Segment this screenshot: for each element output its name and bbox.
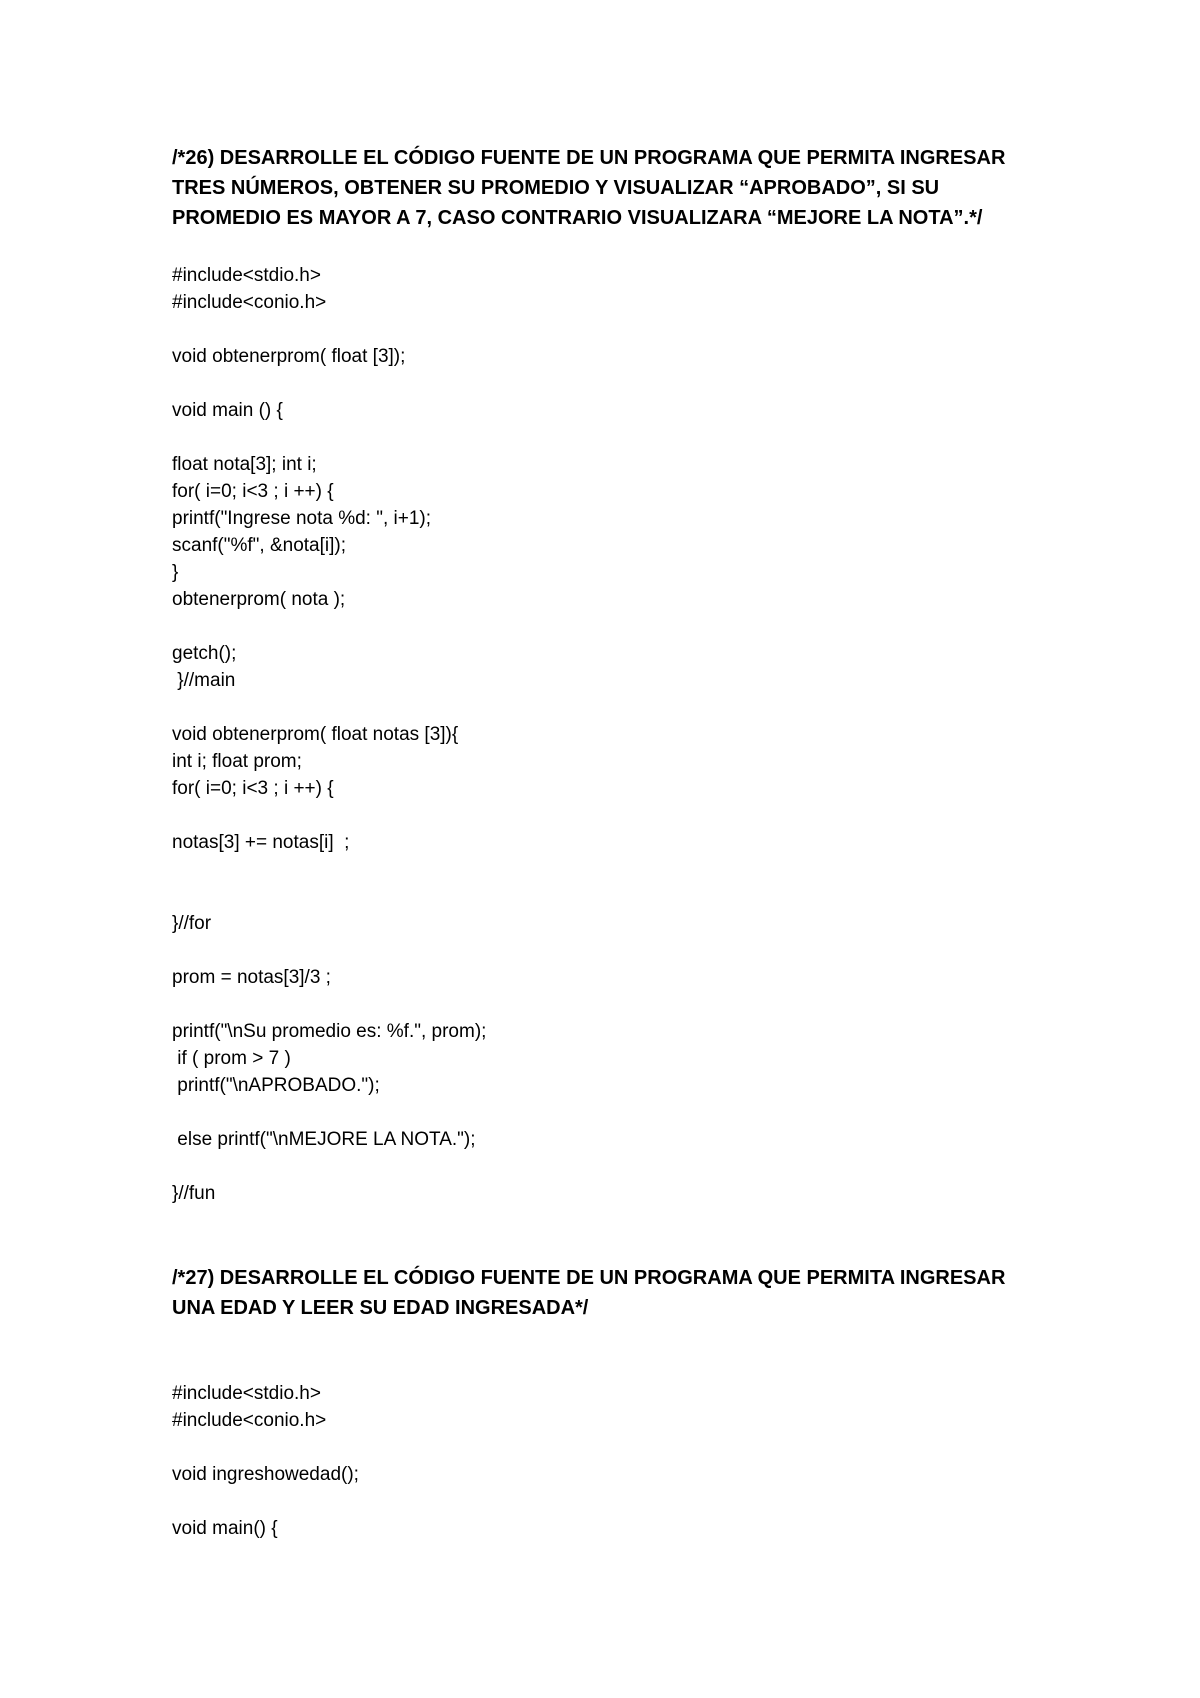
code-line: float nota[3]; int i; (172, 454, 317, 475)
code-line: scanf("%f", &nota[i]); (172, 535, 346, 556)
code-line: for( i=0; i<3 ; i ++) { (172, 481, 334, 502)
code-line: void main () { (172, 400, 283, 421)
code-line: } (172, 562, 179, 583)
code-line: #include<conio.h> (172, 292, 327, 313)
code-line: printf("\nSu promedio es: %f.", prom); (172, 1021, 487, 1042)
code-line: #include<stdio.h> (172, 265, 321, 286)
code-line: int i; float prom; (172, 751, 302, 772)
code-line: printf("\nAPROBADO."); (172, 1075, 380, 1096)
code-line: obtenerprom( nota ); (172, 589, 346, 610)
section-26-heading-line-1: /*26) DESARROLLE EL CÓDIGO FUENTE DE UN PROGRAMA QUE PERMITA INGRESAR (172, 147, 1006, 169)
code-line: }//for (172, 913, 212, 934)
section-26-heading-line-3: PROMEDIO ES MAYOR A 7, CASO CONTRARIO VISUALIZARA “MEJORE LA NOTA”.*/ (172, 207, 983, 229)
section-27-heading-line-1: /*27) DESARROLLE EL CÓDIGO FUENTE DE UN PROGRAMA QUE PERMITA INGRESAR (172, 1267, 1006, 1289)
code-line: prom = notas[3]/3 ; (172, 967, 331, 988)
code-line: notas[3] += notas[i] ; (172, 832, 350, 853)
section-27-heading-line-2: UNA EDAD Y LEER SU EDAD INGRESADA*/ (172, 1297, 589, 1319)
code-line: void obtenerprom( float notas [3]){ (172, 724, 459, 745)
code-line: void obtenerprom( float [3]); (172, 346, 406, 367)
code-line: else printf("\nMEJORE LA NOTA."); (172, 1129, 476, 1150)
code-line: getch(); (172, 643, 237, 664)
code-line: if ( prom > 7 ) (172, 1048, 291, 1069)
code-line: void ingreshowedad(); (172, 1464, 359, 1485)
code-line: #include<conio.h> (172, 1410, 327, 1431)
code-line: }//main (172, 670, 236, 691)
code-line: printf("Ingrese nota %d: ", i+1); (172, 508, 432, 529)
code-line: void main() { (172, 1518, 278, 1539)
code-line: for( i=0; i<3 ; i ++) { (172, 778, 334, 799)
code-line: }//fun (172, 1183, 216, 1204)
code-line: #include<stdio.h> (172, 1383, 321, 1404)
section-26-heading-line-2: TRES NÚMEROS, OBTENER SU PROMEDIO Y VISUALIZAR “APROBADO”, SI SU (172, 177, 940, 199)
